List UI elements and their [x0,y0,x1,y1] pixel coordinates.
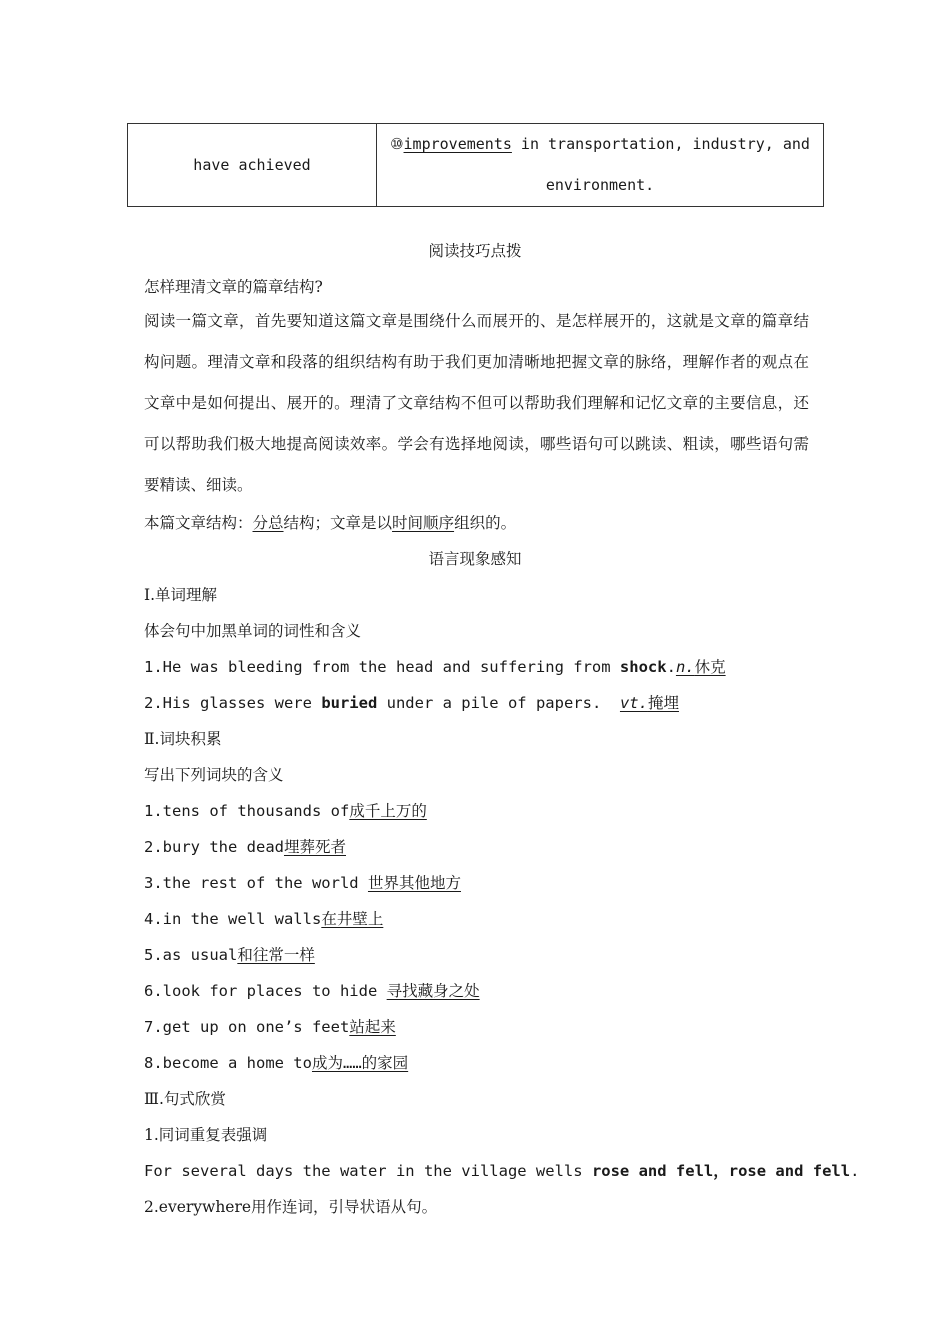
bold-phrase: rose and fell，rose and fell [591,1162,851,1180]
vocab-item [144,656,726,678]
answer-blank: improvements [403,135,512,153]
answer-blank: 埋葬死者 [283,838,346,856]
answer-blank: 寻找藏身之处 [386,982,480,1000]
table-cell-right [377,124,824,207]
phrase-text: 7.get up on one’s feet [144,1018,350,1036]
table-cell-left: have achieved [128,124,377,207]
bold-word: shock [619,658,667,676]
table-row [128,124,824,207]
reading-tips-paragraph: 阅读一篇文章，首先要知道这篇文章是围绕什么而展开的、是怎样展开的，这就是文章的篇章结构问题。理清文章和段落的组织结构有助于我们更加清晰地把握文章的脉络，理解作者的观点在文章中是如何提出、展开的。理清了文章结构不但可以帮助我们理解和记忆文章的主要信息，还可以帮助我们极大地提高阅读效率。学会有选择地阅读，哪些语句可以跳读、粗读，哪些语句需要精读、细读。 [144,312,809,494]
phrase-item [144,836,346,858]
answer-blank [620,694,679,712]
word-meaning: 掩埋 [647,694,679,712]
section-instruction: 体会句中加黑单词的词性和含义 [144,622,362,640]
section-instruction: 写出下列词块的含义 [144,766,284,784]
circled-number: ⑩ [390,135,404,153]
phrase-text: 3.the rest of the world [144,874,368,892]
section-title: Ⅲ.句式欣赏 [144,1090,226,1108]
answer-blank: 和往常一样 [237,946,315,964]
answer-blank: 站起来 [349,1018,396,1036]
answer-blank: 成为……的家园 [311,1054,409,1072]
phrase-text: 4.in the well walls [144,910,322,928]
summary-table [127,123,824,207]
section-title: Ⅱ.词块积累 [144,730,222,748]
vocab-punct: . [666,658,676,676]
answer-blank: 时间顺序 [392,514,455,532]
bold-word: buried [321,694,378,712]
phrase-item [144,1052,408,1074]
sentence-text: For several days the water in the village wells [144,1162,592,1180]
part-of-speech: vt. [619,694,648,712]
word-meaning: 休克 [694,658,726,676]
structure-line [144,512,516,534]
phrase-text: 6.look for places to hide [144,982,387,1000]
pattern-point: 1.同词重复表强调 [144,1126,268,1144]
vocab-sentence: 2.His glasses were [144,694,322,712]
phrase-item [144,908,383,930]
sentence-end: . [850,1162,860,1180]
part-of-speech: n. [675,658,695,676]
structure-prefix: 本篇文章结构： [144,514,253,532]
phrase-item [144,944,315,966]
phrase-text: 8.become a home to [144,1054,312,1072]
language-heading: 语言现象感知 [428,550,522,568]
answer-blank: 成千上万的 [349,802,427,820]
phrase-text: 1.tens of thousands of [144,802,350,820]
reading-tips-heading: 阅读技巧点拨 [428,242,522,260]
answer-blank: 在井壁上 [321,910,384,928]
answer-blank: 世界其他地方 [367,874,461,892]
cell-text-line1: in transportation, industry, and [511,135,810,153]
phrase-item [144,872,461,894]
cell-text-line2: environment. [545,176,655,194]
vocab-item [144,692,679,714]
example-sentence [144,1160,859,1182]
structure-suffix: 组织的。 [454,514,517,532]
phrase-item [144,980,480,1002]
answer-blank: 分总 [252,514,284,532]
phrase-text: 5.as usual [144,946,238,964]
answer-blank [676,658,726,676]
reading-tips-question: 怎样理清文章的篇章结构? [144,278,323,296]
section-title: Ⅰ.单词理解 [144,586,218,604]
vocab-sentence: 1.He was bleeding from the head and suffering from [144,658,620,676]
phrase-item [144,800,427,822]
phrase-item [144,1016,396,1038]
vocab-sentence: under a pile of papers. [377,694,620,712]
pattern-point: 2.everywhere用作连词，引导状语从句。 [144,1198,438,1216]
phrase-text: 2.bury the dead [144,838,284,856]
structure-mid: 结构；文章是以 [283,514,393,532]
